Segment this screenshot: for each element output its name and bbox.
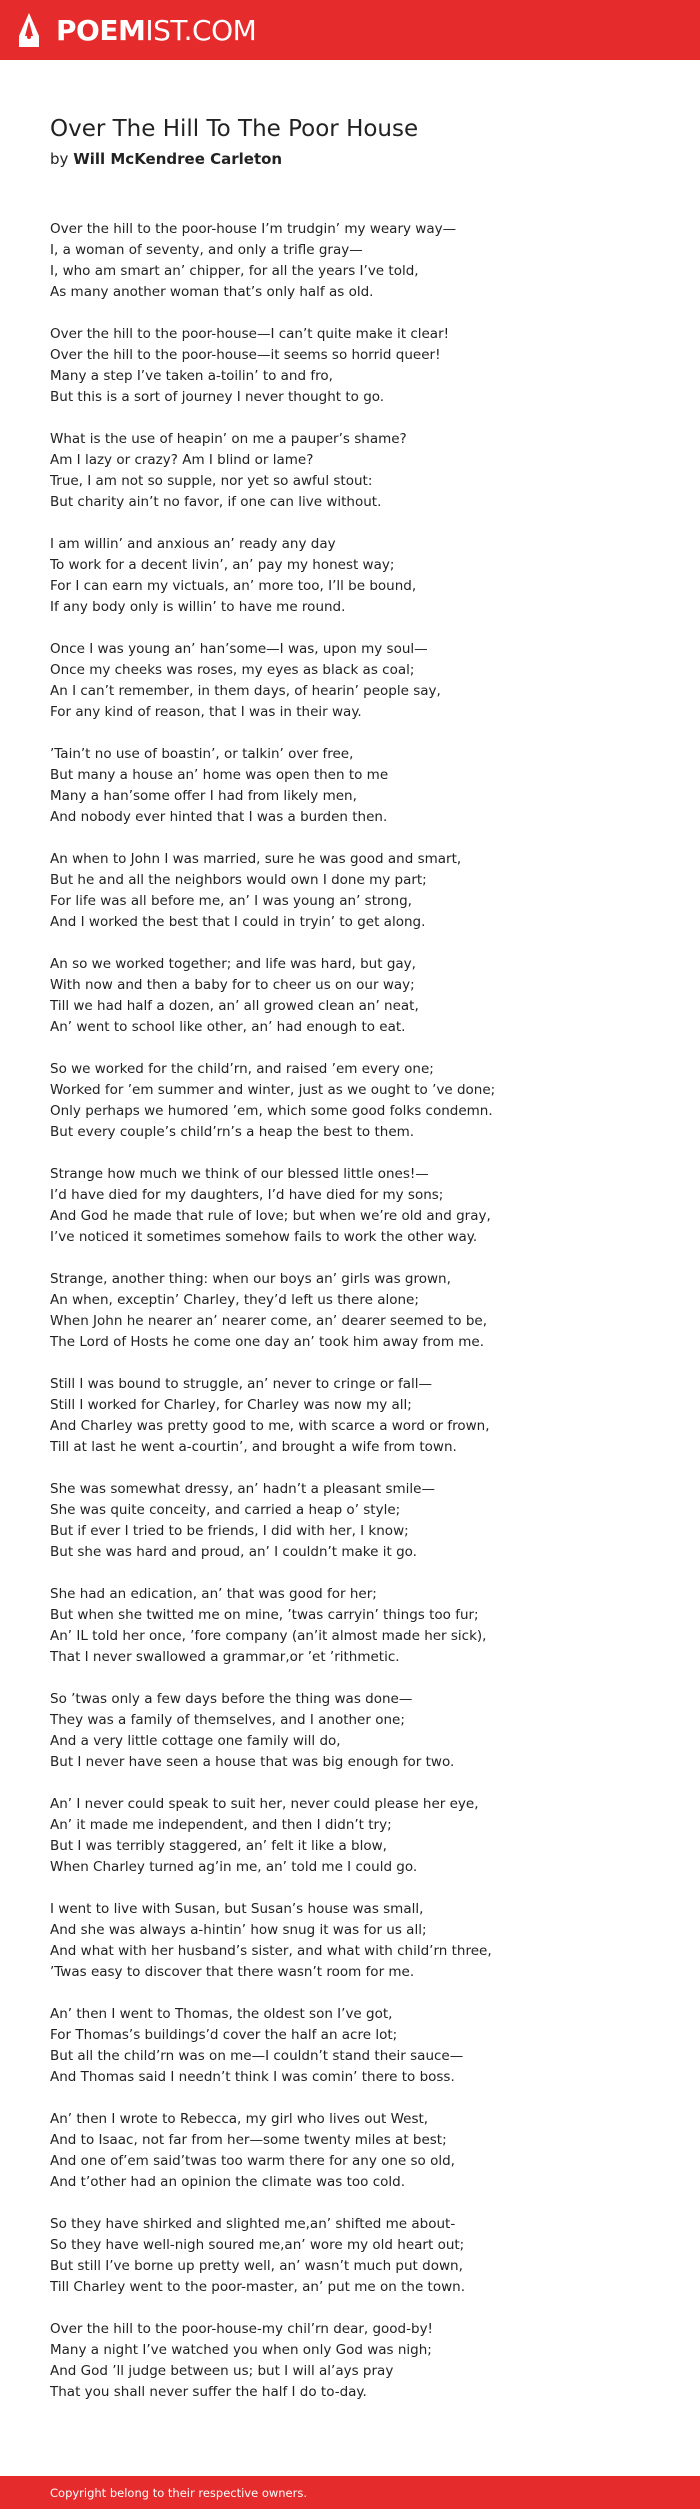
stanza [50, 1374, 670, 1458]
poem-line: Strange, another thing: when our boys an’ girls was grown, [50, 1271, 451, 1287]
poem-line: But still I’ve borne up pretty well, an’ wasn’t much put down, [50, 2258, 463, 2274]
poem-line: What is the use of heapin’ on me a pauper’s shame? [50, 431, 407, 447]
poem-line: But this is a sort of journey I never thought to go. [50, 389, 385, 405]
poem-line: And what with her husband’s sister, and what with child’rn three, [50, 1943, 492, 1959]
poem-line: Once my cheeks was roses, my eyes as black as coal; [50, 662, 415, 678]
brand-name [56, 14, 256, 47]
poem-line: And a very little cottage one family will do, [50, 1733, 341, 1749]
poem-line: I, a woman of seventy, and only a trifle gray— [50, 242, 363, 258]
poem-line: But every couple’s child’rn’s a heap the best to them. [50, 1124, 415, 1140]
poem-line: But she was hard and proud, an’ I couldn’t make it go. [50, 1544, 417, 1560]
poem-line: When John he nearer an’ nearer come, an’ dearer seemed to be, [50, 1313, 487, 1329]
poem-line: Once I was young an’ han’some—I was, upon my soul— [50, 641, 428, 657]
poem-line: For any kind of reason, that I was in their way. [50, 704, 362, 720]
poem-line: An’ then I wrote to Rebecca, my girl who lives out West, [50, 2111, 429, 2127]
byline-prefix: by [50, 150, 69, 168]
poem-line: She had an edication, an’ that was good for her; [50, 1586, 377, 1602]
poem-line: Over the hill to the poor-house I’m trudgin’ my weary way— [50, 221, 457, 237]
poem-line: An when to John I was married, sure he was good and smart, [50, 851, 462, 867]
stanza [50, 1164, 670, 1248]
poem-line: As many another woman that’s only half as old. [50, 284, 374, 300]
poem-line: But I was terribly staggered, an’ felt it like a blow, [50, 1838, 387, 1854]
poem-line: I, who am smart an’ chipper, for all the years I’ve told, [50, 263, 419, 279]
poem-body [50, 219, 670, 2424]
poem-line: And Charley was pretty good to me, with scarce a word or frown, [50, 1418, 490, 1434]
poem-line: Many a step I’ve taken a-toilin’ to and fro, [50, 368, 333, 384]
poem-line: And God he made that rule of love; but when we’re old and gray, [50, 1208, 491, 1224]
poem-line: So we worked for the child’rn, and raised ’em every one; [50, 1061, 434, 1077]
poem-line: She was somewhat dressy, an’ hadn’t a pleasant smile— [50, 1481, 435, 1497]
poem-line: I am willin’ and anxious an’ ready any day [50, 536, 336, 552]
poem-line: When Charley turned ag’in me, an’ told me I could go. [50, 1859, 418, 1875]
poem-line: Many a han’some offer I had from likely men, [50, 788, 357, 804]
poem-line: Am I lazy or crazy? Am I blind or lame? [50, 452, 314, 468]
poem-line: ’Tain’t no use of boastin’, or talkin’ over free, [50, 746, 354, 762]
poem-line: An’ it made me independent, and then I didn’t try; [50, 1817, 392, 1833]
poem-line: Till Charley went to the poor-master, an’ put me on the town. [50, 2279, 465, 2295]
poem-line: And Thomas said I needn’t think I was comin’ there to boss. [50, 2069, 455, 2085]
poem-line: If any body only is willin’ to have me round. [50, 599, 346, 615]
poem-line: Still I was bound to struggle, an’ never to cringe or fall— [50, 1376, 433, 1392]
author-link[interactable]: Will McKendree Carleton [73, 150, 283, 168]
poem-line: I’ve noticed it sometimes somehow fails to work the other way. [50, 1229, 478, 1245]
stanza [50, 954, 670, 1038]
poem-line: Over the hill to the poor-house-my chil’rn dear, good-by! [50, 2321, 433, 2337]
site-footer [0, 2476, 700, 2509]
poem-line: Till at last he went a-courtin’, and brought a wife from town. [50, 1439, 457, 1455]
poem-line: So they have well-nigh soured me,an’ wore my old heart out; [50, 2237, 465, 2253]
poem-line: Only perhaps we humored ’em, which some good folks condemn. [50, 1103, 493, 1119]
stanza [50, 2214, 670, 2298]
poem-line: But he and all the neighbors would own I done my part; [50, 872, 427, 888]
stanza [50, 849, 670, 933]
poem-line: Till we had half a dozen, an’ all growed clean an’ neat, [50, 998, 419, 1014]
stanza [50, 324, 670, 408]
stanza [50, 2109, 670, 2193]
poem-line: But when she twitted me on mine, ’twas carryin’ things too fur; [50, 1607, 479, 1623]
poem-line: And one of’em said’twas too warm there for any one so old, [50, 2153, 455, 2169]
pen-nib-icon [18, 12, 40, 48]
stanza [50, 1794, 670, 1878]
poem-line: That I never swallowed a grammar,or ’et ’rithmetic. [50, 1649, 400, 1665]
site-logo[interactable] [18, 12, 256, 48]
poem-line: For life was all before me, an’ I was young an’ strong, [50, 893, 412, 909]
poem-title: Over The Hill To The Poor House [50, 116, 419, 142]
poem-line: But charity ain’t no favor, if one can live without. [50, 494, 382, 510]
poem-line: But all the child’rn was on me—I couldn’t stand their sauce— [50, 2048, 464, 2064]
stanza [50, 1899, 670, 1983]
site-header [0, 0, 700, 60]
poem-line: The Lord of Hosts he come one day an’ took him away from me. [50, 1334, 485, 1350]
poem-line: But I never have seen a house that was big enough for two. [50, 1754, 455, 1770]
poem-line: To work for a decent livin’, an’ pay my honest way; [50, 557, 395, 573]
stanza [50, 744, 670, 828]
poem-line: Over the hill to the poor-house—it seems so horrid queer! [50, 347, 441, 363]
poem-line: An’ then I went to Thomas, the oldest son I’ve got, [50, 2006, 393, 2022]
poem-line: An when, exceptin’ Charley, they’d left us there alone; [50, 1292, 419, 1308]
poem-line: But many a house an’ home was open then to me [50, 767, 389, 783]
poem-line: And t’other had an opinion the climate was too cold. [50, 2174, 406, 2190]
poem-line: Over the hill to the poor-house—I can’t quite make it clear! [50, 326, 450, 342]
stanza [50, 534, 670, 618]
brand-name-light: IST.COM [145, 13, 257, 47]
poem-line: They was a family of themselves, and I another one; [50, 1712, 405, 1728]
poem-line: I went to live with Susan, but Susan’s house was small, [50, 1901, 424, 1917]
poem-line: True, I am not so supple, nor yet so awful stout: [50, 473, 373, 489]
poem-line: For Thomas’s buildings’d cover the half an acre lot; [50, 2027, 398, 2043]
stanza [50, 2004, 670, 2088]
poem-line: I’d have died for my daughters, I’d have died for my sons; [50, 1187, 444, 1203]
stanza [50, 639, 670, 723]
poem-line: For I can earn my victuals, an’ more too, I’ll be bound, [50, 578, 417, 594]
poem-line: ’Twas easy to discover that there wasn’t room for me. [50, 1964, 415, 1980]
poem-line: That you shall never suffer the half I do to-day. [50, 2384, 367, 2400]
stanza [50, 429, 670, 513]
stanza [50, 1584, 670, 1668]
poem-line: So they have shirked and slighted me,an’ shifted me about- [50, 2216, 456, 2232]
poem-line: An’ I never could speak to suit her, never could please her eye, [50, 1796, 479, 1812]
copyright-notice: Copyright belong to their respective owners. [50, 2485, 308, 2500]
poem-line: And God ’ll judge between us; but I will al’ays pray [50, 2363, 394, 2379]
stanza [50, 219, 670, 303]
brand-name-bold: POEM [56, 13, 146, 47]
poem-line: An’ went to school like other, an’ had enough to eat. [50, 1019, 406, 1035]
poem-line: So ’twas only a few days before the thing was done— [50, 1691, 413, 1707]
stanza [50, 1269, 670, 1353]
poem-line: And to Isaac, not far from her—some twenty miles at best; [50, 2132, 447, 2148]
poem-line: An I can’t remember, in them days, of hearin’ people say, [50, 683, 441, 699]
poem-line: And nobody ever hinted that I was a burden then. [50, 809, 388, 825]
stanza [50, 1689, 670, 1773]
poem-line: And she was always a-hintin’ how snug it was for us all; [50, 1922, 427, 1938]
poem-line: She was quite conceity, and carried a heap o’ style; [50, 1502, 401, 1518]
poem-line: And I worked the best that I could in tryin’ to get along. [50, 914, 426, 930]
byline [50, 150, 282, 168]
stanza [50, 1059, 670, 1143]
poem-line: With now and then a baby for to cheer us on our way; [50, 977, 415, 993]
poem-line: Strange how much we think of our blessed little ones!— [50, 1166, 429, 1182]
stanza [50, 2319, 670, 2403]
poem-line: But if ever I tried to be friends, I did with her, I know; [50, 1523, 409, 1539]
poem-line: Still I worked for Charley, for Charley was now my all; [50, 1397, 412, 1413]
poem-line: Worked for ’em summer and winter, just as we ought to ’ve done; [50, 1082, 496, 1098]
poem-line: An so we worked together; and life was hard, but gay, [50, 956, 416, 972]
poem-line: Many a night I’ve watched you when only God was nigh; [50, 2342, 432, 2358]
stanza [50, 1479, 670, 1563]
poem-line: An’ IL told her once, ’fore company (an’it almost made her sick), [50, 1628, 487, 1644]
